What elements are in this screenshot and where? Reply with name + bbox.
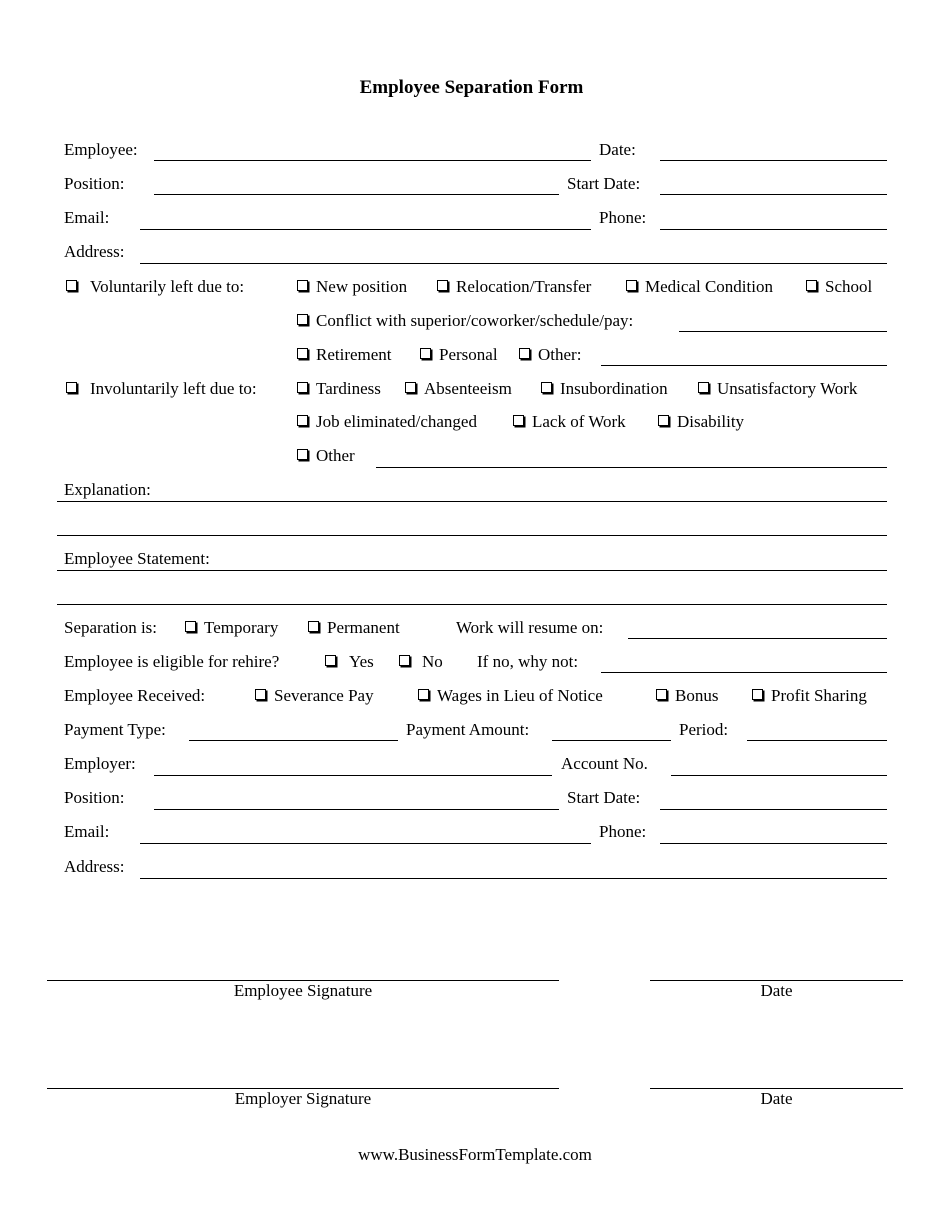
involuntary-other-checkbox[interactable] [297, 449, 308, 460]
employer-start-date-field[interactable] [660, 809, 887, 810]
address-field[interactable] [140, 263, 887, 264]
voluntary-other-label: Other: [538, 345, 582, 364]
voluntary-other-field[interactable] [601, 365, 887, 366]
date-label: Date: [599, 140, 636, 159]
employer-label: Employer: [64, 754, 136, 773]
payment-amount-field[interactable] [552, 740, 671, 741]
period-field[interactable] [747, 740, 887, 741]
conflict-checkbox[interactable] [297, 314, 308, 325]
voluntary-checkbox[interactable] [66, 280, 77, 291]
bonus-label: Bonus [675, 686, 719, 705]
email-label: Email: [64, 208, 110, 227]
conflict-field[interactable] [679, 331, 887, 332]
involuntary-checkbox[interactable] [66, 382, 77, 393]
phone-field[interactable] [660, 229, 887, 230]
explanation-label: Explanation: [64, 480, 151, 499]
resume-label: Work will resume on: [456, 618, 604, 637]
employer-phone-field[interactable] [660, 843, 887, 844]
absenteeism-checkbox[interactable] [405, 382, 416, 393]
involuntary-label: Involuntarily left due to: [90, 379, 257, 398]
employer-position-field[interactable] [154, 809, 559, 810]
conflict-label: Conflict with superior/coworker/schedule/pay: [316, 311, 634, 330]
employer-signature-date-label: Date [760, 1089, 793, 1108]
separation-label: Separation is: [64, 618, 158, 637]
insubordination-checkbox[interactable] [541, 382, 552, 393]
new-position-label: New position [316, 277, 408, 296]
permanent-label: Permanent [327, 618, 400, 637]
resume-date-field[interactable] [628, 638, 887, 639]
school-checkbox[interactable] [806, 280, 817, 291]
account-no-label: Account No. [561, 754, 648, 773]
medical-condition-checkbox[interactable] [626, 280, 637, 291]
job-eliminated-checkbox[interactable] [297, 415, 308, 426]
bonus-checkbox[interactable] [656, 689, 667, 700]
involuntary-other-field[interactable] [376, 467, 887, 468]
retirement-checkbox[interactable] [297, 348, 308, 359]
insubordination-label: Insubordination [560, 379, 668, 398]
rehire-no-label: No [422, 652, 443, 671]
employer-address-field[interactable] [140, 878, 887, 879]
employer-signature-label: Employer Signature [234, 1089, 372, 1108]
involuntary-other-label: Other [316, 446, 355, 465]
position-label: Position: [64, 174, 125, 193]
personal-checkbox[interactable] [420, 348, 431, 359]
profit-sharing-label: Profit Sharing [771, 686, 867, 705]
wages-in-lieu-checkbox[interactable] [418, 689, 429, 700]
tardiness-checkbox[interactable] [297, 382, 308, 393]
employee-label: Employee: [64, 140, 138, 159]
school-label: School [825, 277, 873, 296]
relocation-label: Relocation/Transfer [456, 277, 592, 296]
why-not-field[interactable] [601, 672, 887, 673]
statement-field-1[interactable] [57, 570, 887, 571]
start-date-label: Start Date: [567, 174, 641, 193]
page-title: Employee Separation Form [359, 77, 584, 98]
employer-start-date-label: Start Date: [567, 788, 641, 807]
start-date-field[interactable] [660, 194, 887, 195]
rehire-yes-label: Yes [349, 652, 374, 671]
disability-label: Disability [677, 412, 745, 431]
employee-signature-date-label: Date [760, 981, 793, 1000]
payment-type-label: Payment Type: [64, 720, 166, 739]
unsatisfactory-work-label: Unsatisfactory Work [717, 379, 858, 398]
lack-of-work-checkbox[interactable] [513, 415, 524, 426]
position-field[interactable] [154, 194, 559, 195]
explanation-field-1[interactable] [57, 501, 887, 502]
employer-address-label: Address: [64, 857, 125, 876]
payment-type-field[interactable] [189, 740, 398, 741]
job-eliminated-label: Job eliminated/changed [316, 412, 477, 431]
footer-url: www.BusinessFormTemplate.com [358, 1145, 592, 1164]
payment-amount-label: Payment Amount: [406, 720, 530, 739]
relocation-checkbox[interactable] [437, 280, 448, 291]
email-field[interactable] [140, 229, 591, 230]
absenteeism-label: Absenteeism [424, 379, 512, 398]
permanent-checkbox[interactable] [308, 621, 319, 632]
statement-label: Employee Statement: [64, 549, 210, 568]
disability-checkbox[interactable] [658, 415, 669, 426]
profit-sharing-checkbox[interactable] [752, 689, 763, 700]
date-field[interactable] [660, 160, 887, 161]
temporary-checkbox[interactable] [185, 621, 196, 632]
explanation-field-2[interactable] [57, 535, 887, 536]
personal-label: Personal [439, 345, 498, 364]
rehire-yes-checkbox[interactable] [325, 655, 336, 666]
temporary-label: Temporary [204, 618, 279, 637]
retirement-label: Retirement [316, 345, 392, 364]
new-position-checkbox[interactable] [297, 280, 308, 291]
unsatisfactory-work-checkbox[interactable] [698, 382, 709, 393]
severance-pay-checkbox[interactable] [255, 689, 266, 700]
voluntary-other-checkbox[interactable] [519, 348, 530, 359]
employer-position-label: Position: [64, 788, 125, 807]
employer-field[interactable] [154, 775, 552, 776]
wages-in-lieu-label: Wages in Lieu of Notice [437, 686, 603, 705]
employer-email-field[interactable] [140, 843, 591, 844]
why-not-label: If no, why not: [477, 652, 579, 671]
employer-email-label: Email: [64, 822, 110, 841]
account-no-field[interactable] [671, 775, 887, 776]
statement-field-2[interactable] [57, 604, 887, 605]
employee-signature-label: Employee Signature [233, 981, 373, 1000]
address-label: Address: [64, 242, 125, 261]
medical-condition-label: Medical Condition [645, 277, 773, 296]
voluntary-label: Voluntarily left due to: [90, 277, 245, 296]
employee-field[interactable] [154, 160, 591, 161]
lack-of-work-label: Lack of Work [532, 412, 626, 431]
employer-phone-label: Phone: [599, 822, 647, 841]
period-label: Period: [679, 720, 729, 739]
severance-pay-label: Severance Pay [274, 686, 374, 705]
tardiness-label: Tardiness [316, 379, 381, 398]
rehire-no-checkbox[interactable] [399, 655, 410, 666]
phone-label: Phone: [599, 208, 647, 227]
received-label: Employee Received: [64, 686, 206, 705]
rehire-label: Employee is eligible for rehire? [64, 652, 280, 671]
